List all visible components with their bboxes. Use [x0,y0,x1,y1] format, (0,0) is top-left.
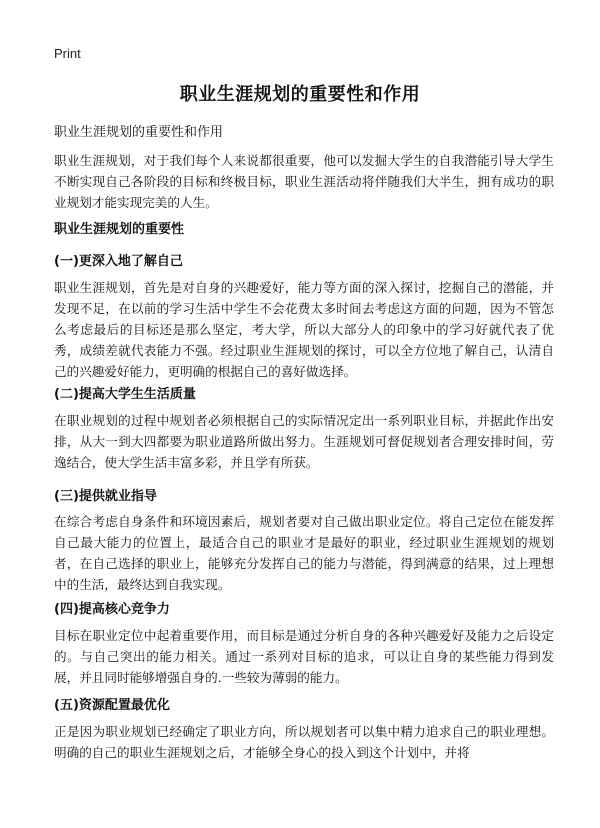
page-subtitle: 职业生涯规划的重要性和作用 [54,125,224,140]
section-3-heading: (三)提供就业指导 [54,489,157,504]
section-1-text: 职业生涯规划，首先是对自身的兴趣爱好，能力等方面的深入探讨，挖掘自己的潜能，并发现不足，在以前的学习生活中学生不会花费太多时间去考虑这方面的问题，因为不管怎么考虑最后的目标还是那么坚定，考大学，所以大部分人的印象中的学习好就代表了优秀，成绩差就代表能力不强。经过职业生涯规划的探讨，可以全方位地了解自己，认清自己的兴趣爱好能力，更明确的根据自己的喜好做选择。 [54,280,554,379]
section-3-text: 在综合考虑自身条件和环境因素后，规划者要对自己做出职业定位。将自己定位在能发挥自己最大能力的位置上，最适合自己的职业才是最好的职业，经过职业生涯规划的规划者，在自己选择的职业上，能够充分发挥自己的能力与潜能，得到满意的结果，过上理想中的生活，最终达到自我实现。 [54,514,554,592]
section-1-heading: (一)更深入地了解自己 [54,254,183,269]
section-5-heading: (五)资源配置最优化 [54,698,170,713]
section-4-heading: (四)提高核心竞争力 [54,602,170,617]
section-2-text: 在职业规划的过程中规划者必须根据自己的实际情况定出一系列职业目标，并据此作出安排，从大一到大四都要为职业道路所做出努力。生涯规划可督促规划者合理安排时间，劳逸结合，使大学生活丰富多彩，并且学有所获。 [54,413,554,470]
intro-paragraph: 职业生涯规划，对于我们每个人来说都很重要，他可以发掘大学生的自我潜能引导大学生不断实现自己各阶段的目标和终极目标，职业生涯活动将伴随我们大半生，拥有成功的职业规划才能实现完美的人生。 [54,153,554,210]
section-heading: 职业生涯规划的重要性 [54,222,185,237]
page-title: 职业生涯规划的重要性和作用 [179,84,421,105]
section-4-text: 目标在职业定位中起着重要作用，而目标是通过分析自身的各种兴趣爱好及能力之后设定的。与自己突出的能力相关。通过一系列对目标的追求，可以让自身的某些能力得到发展，并且同时能够增强自身的.一些较为薄弱的能力。 [54,628,554,685]
section-5-text: 正是因为职业规划已经确定了职业方向，所以规划者可以集中精力追求自己的职业理想。明确的自己的职业生涯规划之后，才能够全身心的投入到这个计划中，并将 [54,724,554,760]
print-label: Print [54,46,81,61]
section-2-heading: (二)提高大学生生活质量 [54,387,196,402]
